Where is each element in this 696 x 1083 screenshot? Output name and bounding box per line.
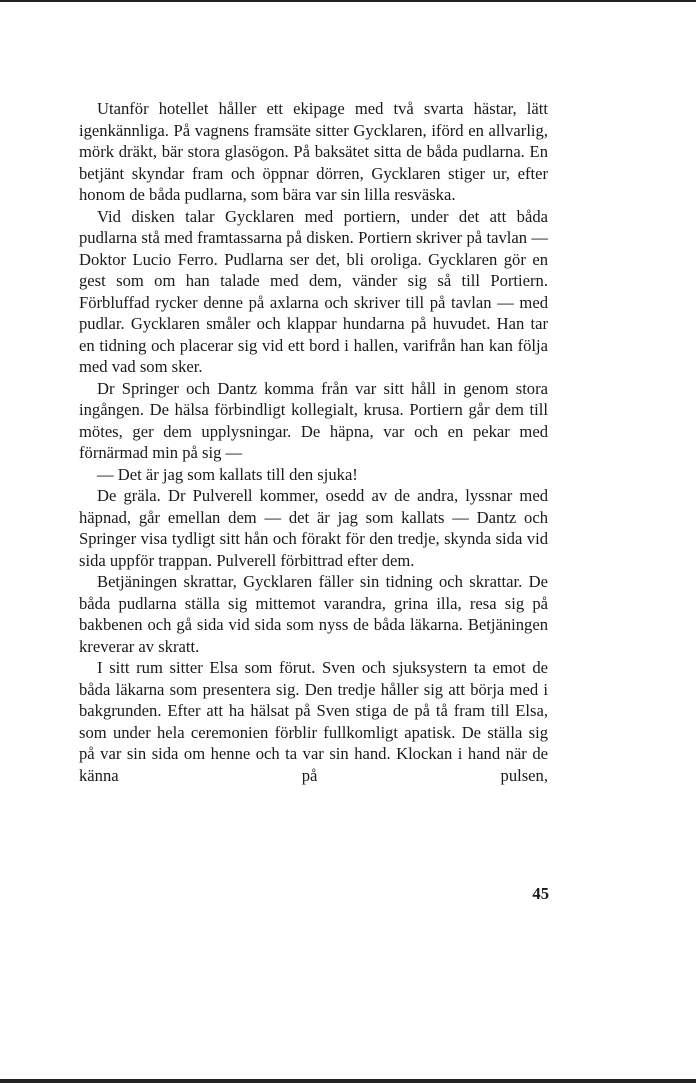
page-bottom-edge [0,1079,696,1083]
page-top-edge [0,0,696,2]
paragraph-1: Utanför hotellet håller ett ekipage med två svarta hästar, lätt igenkännliga. På vagnens framsäte sitter Gycklaren, iförd en allvarlig, mörk dräkt, bär stora glasögon. På baksätet sitta de båda pudlarna. En betjänt skyndar fram och öppnar dörren, Gycklaren stiger ur, efter honom de båda pudlarna, som bära var sin lilla resväska. [79,99,548,204]
body-text [79,98,548,786]
paragraph-5: Betjäningen skrattar, Gycklaren fäller sin tidning och skrattar. De båda pudlarna ställa sig mittemot varandra, grina illa, resa sig på bakbenen och gå sida vid sida som nyss de båda läkarna. Betjäningen kreverar av skratt. [79,572,548,656]
paragraph-3: Dr Springer och Dantz komma från var sitt håll in genom stora ingången. De hälsa förbindligt kollegialt, krusa. Portiern går dem till mötes, ger dem upplysningar. De häpna, var och en pekar med förnärmad min på sig — [79,378,548,462]
paragraph-6: I sitt rum sitter Elsa som förut. Sven och sjuksystern ta emot de båda läkarna som presentera sig. Den tredje håller sig att börja med i bakgrunden. Efter att ha hälsat på Sven stiga de på tå fram till Elsa, som under hela ceremonien förblir fullkomligt apatisk. De ställa sig på var sin sida om henne och ta var sin hand. Klockan i hand när de känna på pulsen, [79,658,548,785]
dialogue-line: — Det är jag som kallats till den sjuka! [97,464,358,484]
paragraph-2: Vid disken talar Gycklaren med portiern, under det att båda pudlarna stå med framtassarna på disken. Portiern skriver på tavlan — Doktor Lucio Ferro. Pudlarna ser det, bli oroliga. Gycklaren gör en gest som om han talade med dem, vänder sig så till Portiern. Förbluffad rycker denne på axlarna och skriver till på tavlan — med pudlar. Gycklaren småler och klappar hundarna på huvudet. Han tar en tidning och placerar sig vid ett bord i hallen, varifrån han kan följa med vad som sker. [79,206,548,376]
page-number: 45 [532,884,549,903]
paragraph-4: De gräla. Dr Pulverell kommer, osedd av de andra, lyssnar med häpnad, går emellan dem — det är jag som kallats — Dantz och Springer visa tydligt sitt hån och förakt för den tredje, skynda sida vid sida uppför trappan. Pulverell förbittrad efter dem. [79,486,548,570]
